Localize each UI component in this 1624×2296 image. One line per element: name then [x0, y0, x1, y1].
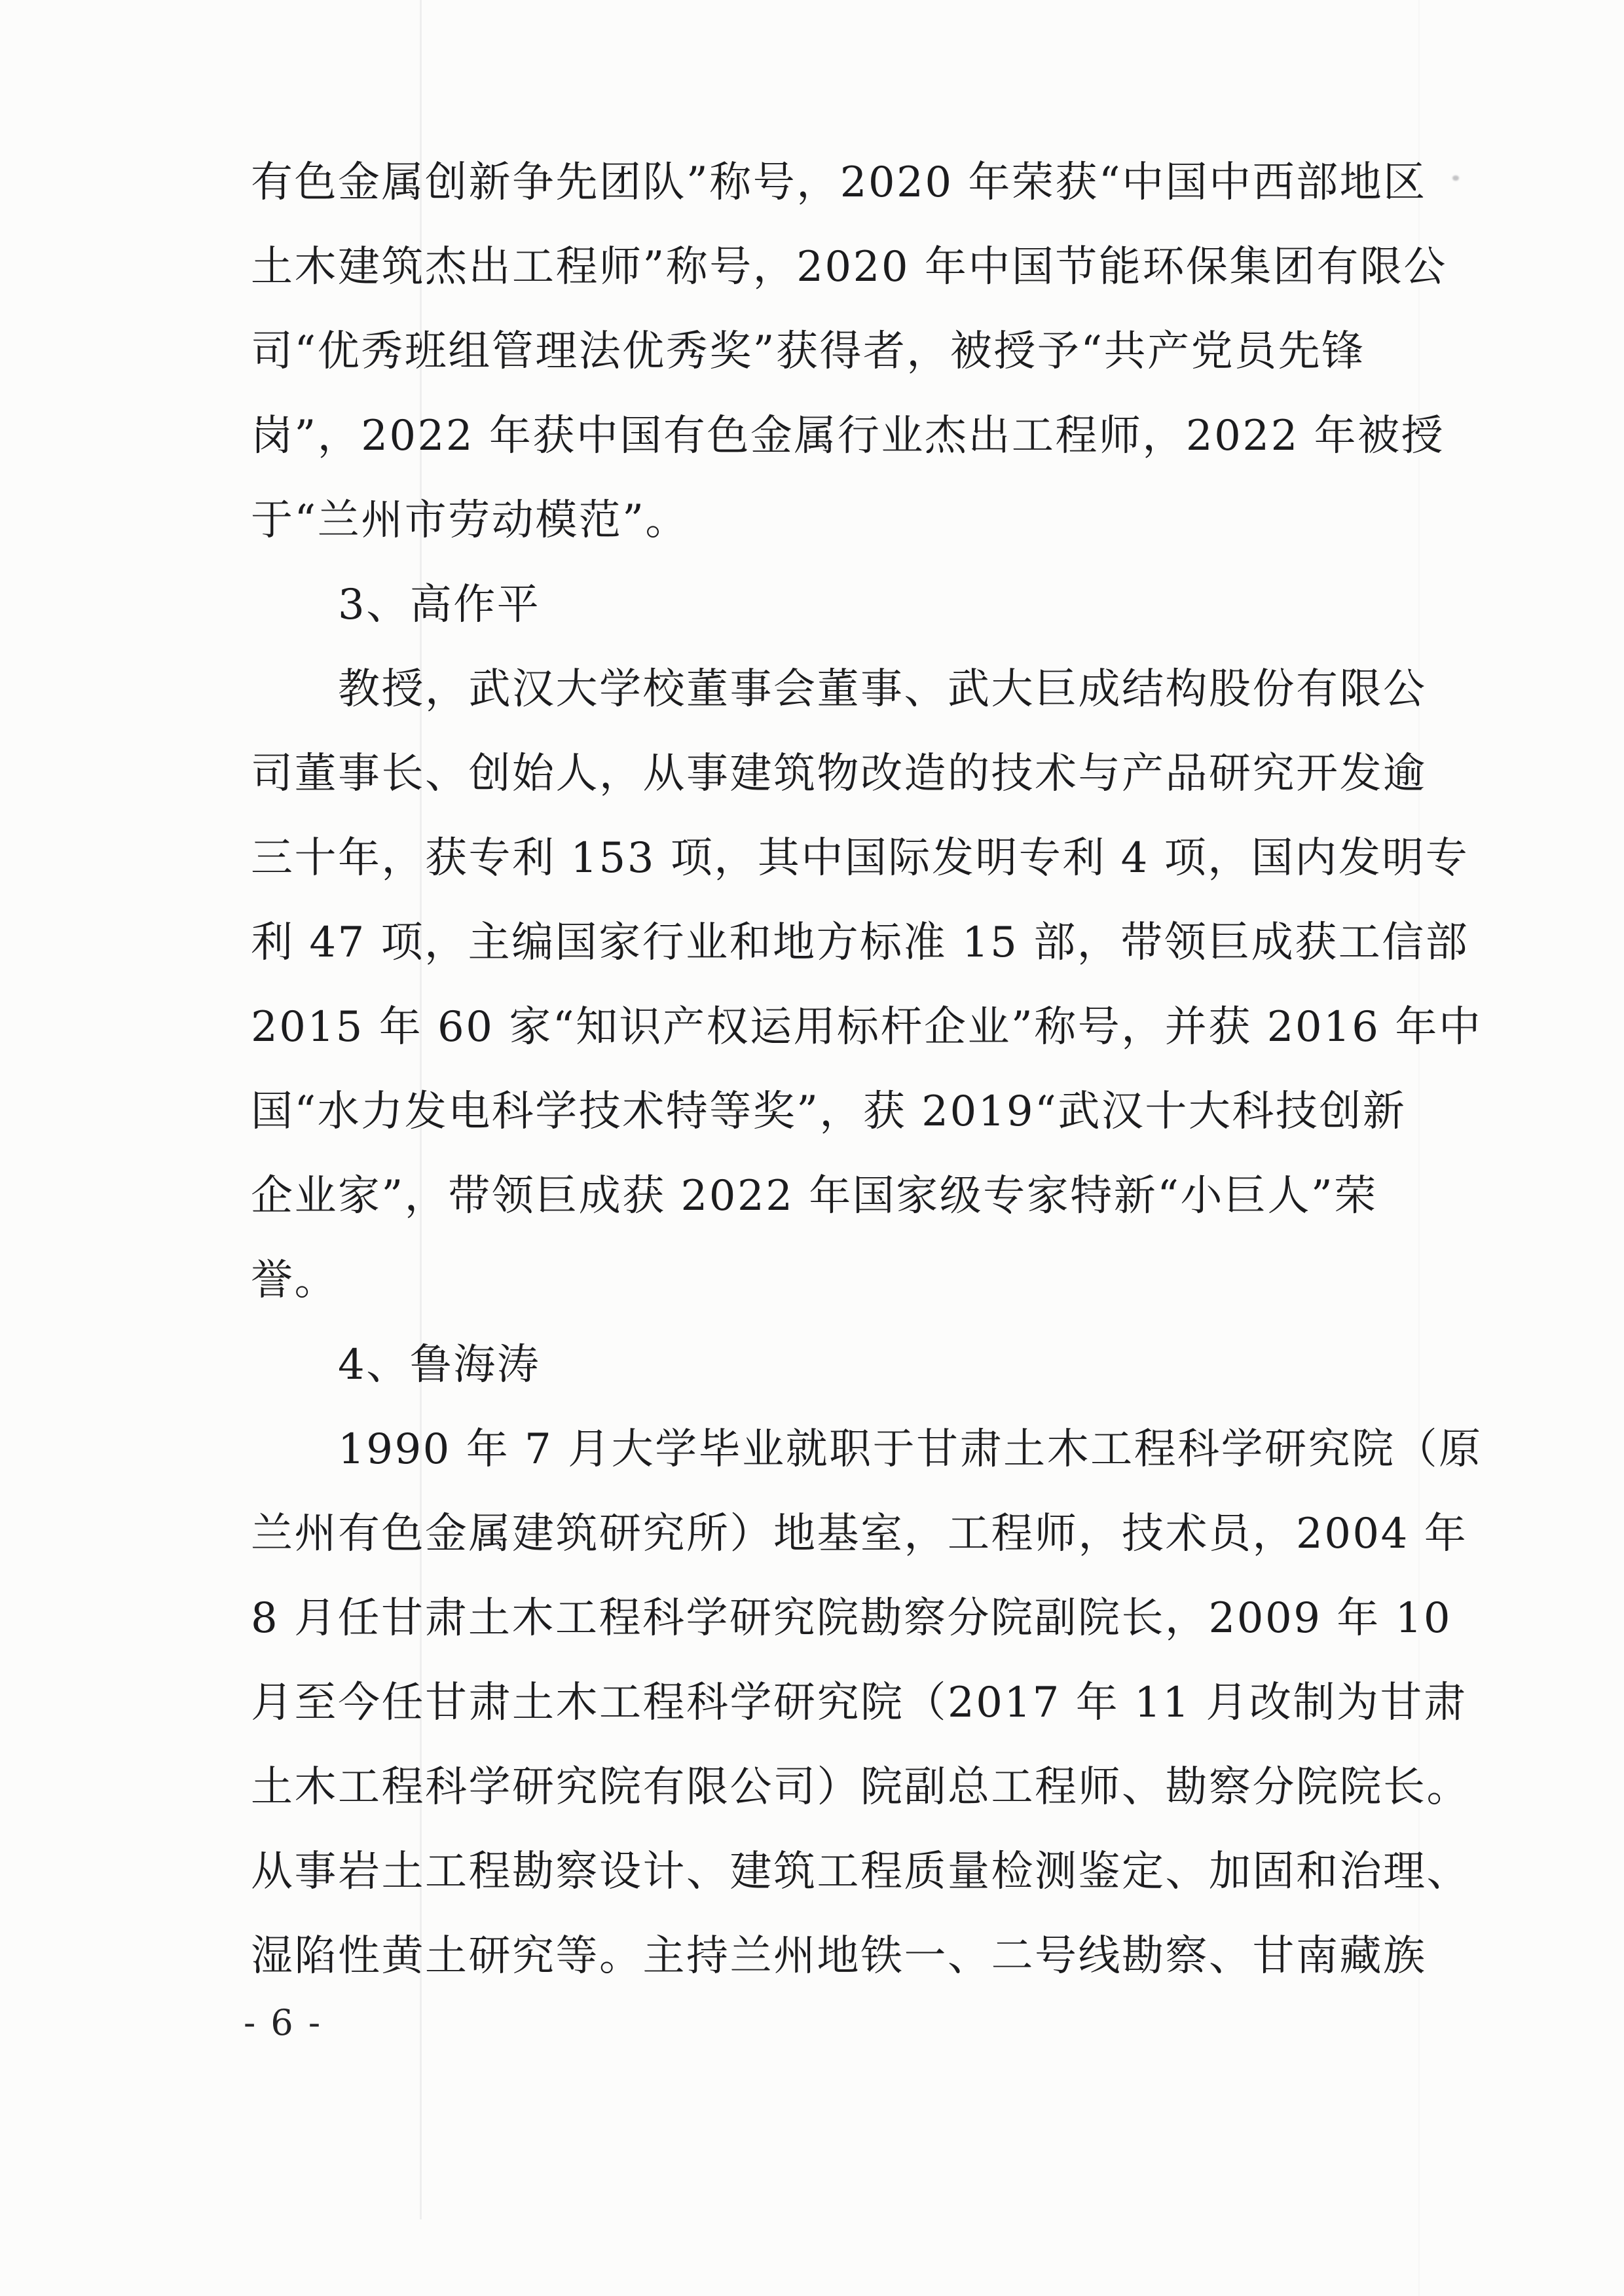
text-line: 月至今任甘肃土木工程科学研究院（2017 年 11 月改制为甘肃	[251, 1679, 1467, 1727]
text-line: 于“兰州市劳动模范”。	[251, 496, 689, 545]
text-line: 司“优秀班组管理法优秀奖”获得者，被授予“共产党员先锋	[251, 327, 1365, 376]
text-line: 司董事长、创始人，从事建筑物改造的技术与产品研究开发逾	[251, 750, 1427, 798]
body-text	[251, 141, 1483, 1999]
text-line-section-heading: 4、鲁海涛	[338, 1341, 541, 1389]
text-line: 有色金属创新争先团队”称号，2020 年荣获“中国中西部地区	[251, 158, 1427, 207]
text-line: 岗”，2022 年获中国有色金属行业杰出工程师，2022 年被授	[251, 412, 1445, 460]
text-line: 誉。	[251, 1256, 338, 1305]
text-line: 湿陷性黄土研究等。主持兰州地铁一、二号线勘察、甘南藏族	[251, 1932, 1427, 1980]
text-line: 1990 年 7 月大学毕业就职于甘肃土木工程科学研究院（原	[338, 1425, 1483, 1474]
scan-artifact-speck	[1452, 175, 1459, 181]
text-line: 企业家”，带领巨成获 2022 年国家级专家特新“小巨人”荣	[251, 1172, 1378, 1220]
text-line: 2015 年 60 家“知识产权运用标杆企业”称号，并获 2016 年中	[251, 1003, 1483, 1051]
text-line: 8 月任甘肃土木工程科学研究院勘察分院副院长，2009 年 10	[251, 1594, 1452, 1643]
text-line: 从事岩土工程勘察设计、建筑工程质量检测鉴定、加固和治理、	[251, 1848, 1470, 1896]
text-line-section-heading: 3、高作平	[338, 581, 541, 629]
text-line: 教授，武汉大学校董事会董事、武大巨成结构股份有限公	[338, 665, 1427, 714]
text-line: 土木建筑杰出工程师”称号，2020 年中国节能环保集团有限公	[251, 243, 1447, 291]
page-number: - 6 -	[244, 2002, 323, 2043]
text-line: 国“水力发电科学技术特等奖”，获 2019“武汉十大科技创新	[251, 1087, 1407, 1136]
text-line: 土木工程科学研究院有限公司）院副总工程师、勘察分院院长。	[251, 1763, 1470, 1812]
text-line: 利 47 项，主编国家行业和地方标准 15 部，带领巨成获工信部	[251, 919, 1469, 967]
text-line: 三十年，获专利 153 项，其中国际发明专利 4 项，国内发明专	[251, 834, 1469, 883]
text-line: 兰州有色金属建筑研究所）地基室，工程师，技术员，2004 年	[251, 1510, 1468, 1558]
